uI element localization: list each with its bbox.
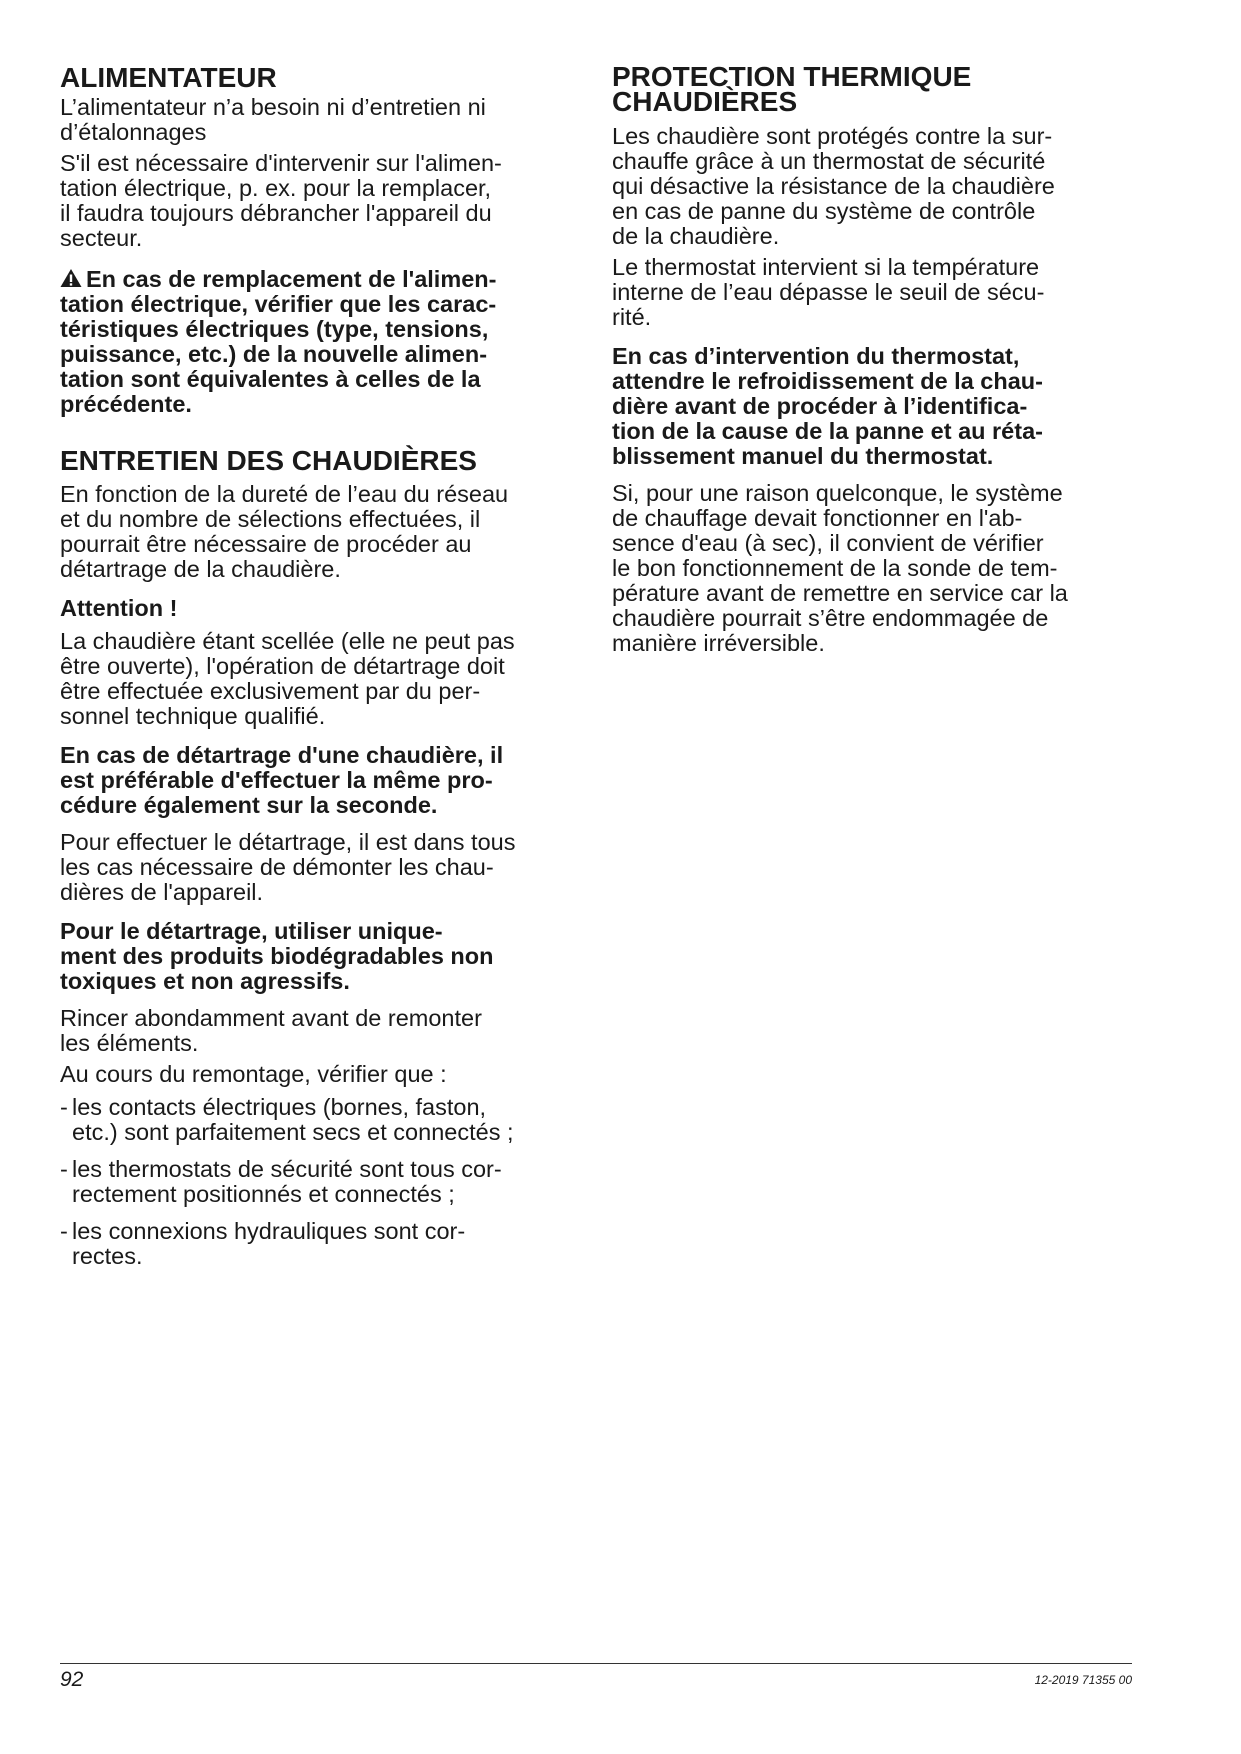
alimentateur-warning [60, 267, 580, 417]
protection-paragraph-3: Si, pour une raison quelconque, le système de chauffage devait fonctionner en l'ab- sence d'eau (à sec), il convient de vérifier le bon fonctionnement de la sonde de tem- pérature avant de remettre en service car la chaudière pourrait s’être endommagée de manière irréversible. [612, 480, 1068, 656]
entretien-paragraph-1: En fonction de la dureté de l’eau du réseau et du nombre de sélections effectuées, il pourrait être nécessaire de procéder au détartrage de la chaudière. [60, 481, 509, 582]
protection-paragraph-1: Les chaudière sont protégés contre la sur- chauffe grâce à un thermostat de sécurité qui désactive la résistance de la chaudière en cas de panne du système de contrôle de la chaudière. [612, 123, 1055, 249]
entretien-bold-1: En cas de détartrage d'une chaudière, il est préférable d'effectuer la même pro- cédure également sur la seconde. [60, 742, 504, 818]
reassembly-checklist [60, 1095, 580, 1269]
list-item: - les contacts électriques (bornes, faston, etc.) sont parfaitement secs et connectés ; [60, 1094, 514, 1145]
heading-alimentateur: ALIMENTATEUR [60, 62, 277, 93]
entretien-paragraph-3: Pour effectuer le détartrage, il est dans tous les cas nécessaire de démonter les chau- dières de l'appareil. [60, 829, 516, 905]
list-item: - les connexions hydrauliques sont cor- rectes. [60, 1218, 466, 1269]
attention-label: Attention ! [60, 595, 178, 621]
section-protection-thermique [612, 61, 1142, 656]
document-code: 12-2019 71355 00 [1034, 1673, 1132, 1687]
section-alimentateur [60, 64, 580, 417]
heading-protection-thermique: PROTECTION THERMIQUE CHAUDIÈRES [612, 61, 972, 117]
entretien-bold-2: Pour le détartrage, utiliser unique- ment des produits biodégradables non toxiques et non agressifs. [60, 918, 494, 994]
list-item: - les thermostats de sécurité sont tous cor- rectement positionnés et connectés ; [60, 1156, 502, 1207]
entretien-paragraph-4: Rincer abondamment avant de remonter les éléments. [60, 1005, 482, 1056]
left-column [60, 64, 580, 1291]
alimentateur-paragraph-2: S'il est nécessaire d'intervenir sur l'alimen- tation électrique, p. ex. pour la remplacer, il faudra toujours débrancher l'appareil du secteur. [60, 150, 502, 251]
protection-bold-1: En cas d’intervention du thermostat, attendre le refroidissement de la chau- dière avant de procéder à l’identifica- tion de la cause de la panne et au réta- blissement manuel du thermostat. [612, 343, 1043, 469]
page-number: 92 [60, 1668, 84, 1691]
heading-entretien: ENTRETIEN DES CHAUDIÈRES [60, 445, 477, 476]
footer-rule [60, 1663, 1132, 1664]
warning-text: En cas de remplacement de l'alimen- tation électrique, vérifier que les carac- téristiques électriques (type, tensions, puissance, etc.) de la nouvelle alimen- tation sont équivalentes à celles de la précédente. [60, 266, 497, 417]
right-column [612, 61, 1142, 678]
entretien-paragraph-2: La chaudière étant scellée (elle ne peut pas être ouverte), l'opération de détartrage doit être effectuée exclusivement par du per- sonnel technique qualifié. [60, 628, 515, 729]
alimentateur-paragraph-1: L’alimentateur n’a besoin ni d’entretien ni d’étalonnages [60, 94, 486, 145]
entretien-paragraph-5: Au cours du remontage, vérifier que : [60, 1061, 447, 1087]
warning-triangle-icon [60, 268, 82, 288]
protection-paragraph-2: Le thermostat intervient si la température interne de l’eau dépasse le seuil de sécu- rité. [612, 254, 1045, 330]
section-entretien [60, 447, 580, 1269]
